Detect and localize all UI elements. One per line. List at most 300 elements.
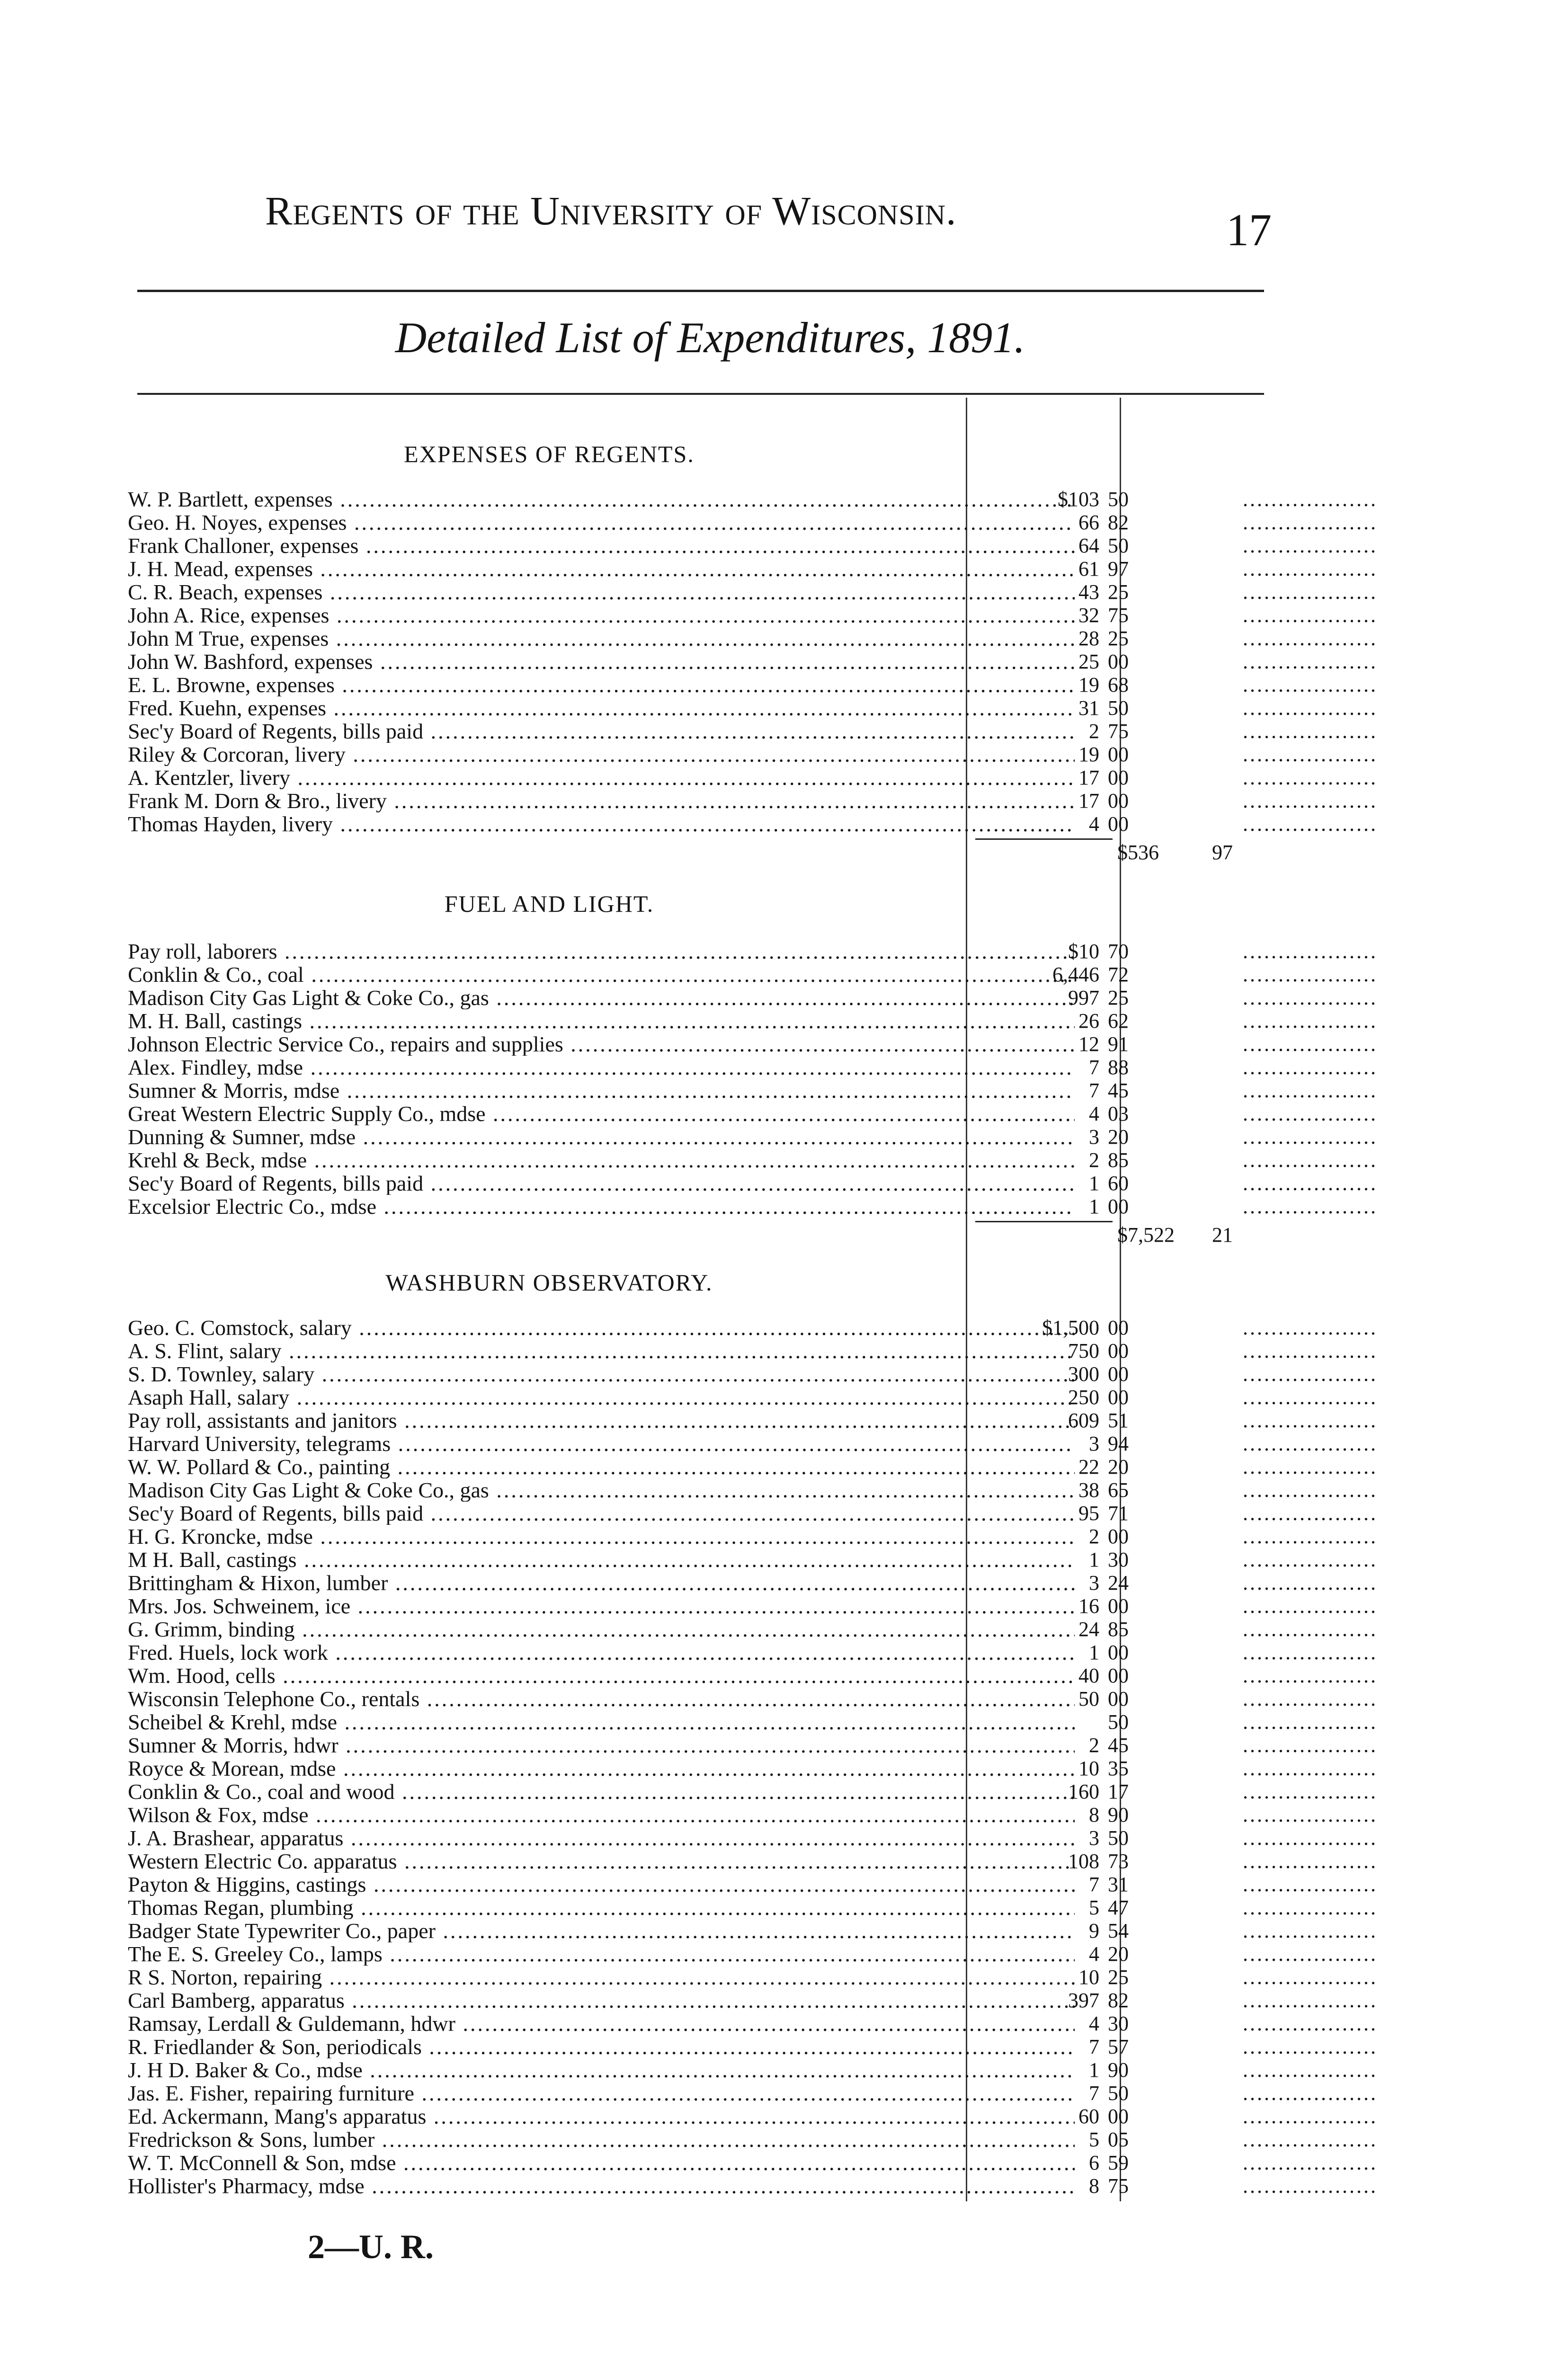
- amount-cents: 00: [1108, 1386, 1129, 1409]
- amount-cents: 00: [1108, 789, 1129, 812]
- amount-dollars: 43: [1078, 580, 1099, 604]
- amount-dollars: 66: [1078, 511, 1099, 534]
- amount-cell: [994, 627, 1231, 650]
- total-column-leader: [1243, 604, 1375, 627]
- amount-cell: [994, 1664, 1231, 1687]
- total-column-leader: [1243, 789, 1375, 812]
- total-dollars: $536: [1117, 841, 1159, 864]
- payee-description: Western Electric Co. apparatus .....: [128, 1850, 1075, 1873]
- amount-cents: 68: [1108, 673, 1129, 696]
- amount-dollars: 10: [1078, 1757, 1099, 1780]
- amount-dollars: 3: [1089, 1432, 1099, 1455]
- amount-cents: 70: [1108, 940, 1129, 963]
- amount-dollars: 108: [1068, 1850, 1099, 1873]
- payee-description: S. D. Townley, salary .....: [128, 1362, 1075, 1386]
- total-column-leader: [1243, 1618, 1375, 1641]
- total-column-leader: [1243, 1032, 1375, 1056]
- amount-cents: 90: [1108, 1803, 1129, 1826]
- total-column-leader: [1243, 511, 1375, 534]
- amount-dollars: 2: [1089, 1734, 1099, 1757]
- amount-dollars: 5: [1089, 1896, 1099, 1919]
- amount-cell: [994, 1009, 1231, 1032]
- payee-description: Excelsior Electric Co., mdse .....: [128, 1195, 1075, 1218]
- amount-dollars: 95: [1078, 1502, 1099, 1525]
- payee-description: Badger State Typewriter Co., paper .....: [128, 1919, 1075, 1942]
- total-column-leader: [1243, 1386, 1375, 1409]
- total-column-leader: [1243, 2128, 1375, 2151]
- amount-cell: [994, 604, 1231, 627]
- total-column-leader: [1243, 2174, 1375, 2198]
- amount-cell: [994, 743, 1231, 766]
- amount-dollars: 50: [1078, 1687, 1099, 1710]
- payee-description: Jas. E. Fisher, repairing furniture .....: [128, 2082, 1075, 2105]
- amount-cents: 94: [1108, 1432, 1129, 1455]
- amount-cents: 31: [1108, 1873, 1129, 1896]
- total-column-leader: [1243, 1125, 1375, 1148]
- amount-cents: 25: [1108, 580, 1129, 604]
- payee-description: M. H. Ball, castings .....: [128, 1009, 1075, 1032]
- amount-cell: [994, 580, 1231, 604]
- amount-cents: 17: [1108, 1780, 1129, 1803]
- amount-cell: [994, 1195, 1231, 1218]
- amount-cents: 59: [1108, 2151, 1129, 2174]
- signature-mark: 2—U. R.: [308, 2228, 434, 2266]
- amount-cell: [994, 557, 1231, 580]
- amount-cell: [994, 1079, 1231, 1102]
- amount-cell: [994, 1172, 1231, 1195]
- amount-cents: 24: [1108, 1571, 1129, 1594]
- amount-cell: [994, 1942, 1231, 1966]
- payee-description: Pay roll, laborers .....: [128, 940, 1075, 963]
- payee-description: Sec'y Board of Regents, bills paid .....: [128, 720, 1075, 743]
- amount-dollars: 7: [1089, 2035, 1099, 2058]
- payee-description: Ed. Ackermann, Mang's apparatus .....: [128, 2105, 1075, 2128]
- amount-cell: [994, 1409, 1231, 1432]
- amount-cents: 00: [1108, 1316, 1129, 1339]
- amount-cents: 20: [1108, 1125, 1129, 1148]
- amount-cell: [994, 1641, 1231, 1664]
- amount-dollars: $10: [1068, 940, 1099, 963]
- amount-cell: [994, 673, 1231, 696]
- amount-dollars: 4: [1089, 1102, 1099, 1125]
- section-heading: FUEL AND LIGHT.: [444, 890, 654, 917]
- amount-dollars: 160: [1068, 1780, 1099, 1803]
- amount-dollars: 997: [1068, 986, 1099, 1009]
- amount-dollars: 12: [1078, 1032, 1099, 1056]
- amount-cents: 85: [1108, 1618, 1129, 1641]
- total-column-leader: [1243, 1826, 1375, 1850]
- amount-cell: [994, 1548, 1231, 1571]
- amount-dollars: 38: [1078, 1478, 1099, 1502]
- amount-dollars: 1: [1089, 1548, 1099, 1571]
- amount-cents: 50: [1108, 696, 1129, 720]
- payee-description: Mrs. Jos. Schweinem, ice .....: [128, 1594, 1075, 1618]
- section-heading: WASHBURN OBSERVATORY.: [385, 1269, 713, 1296]
- payee-description: G. Grimm, binding .....: [128, 1618, 1075, 1641]
- amount-cents: 00: [1108, 812, 1129, 836]
- amount-cents: 75: [1108, 2174, 1129, 2198]
- amount-cell: [994, 650, 1231, 673]
- payee-description: Geo. H. Noyes, expenses .....: [128, 511, 1075, 534]
- amount-dollars: 3: [1089, 1571, 1099, 1594]
- amount-cell: [994, 1056, 1231, 1079]
- total-column-leader: [1243, 1710, 1375, 1734]
- amount-cell: [994, 2174, 1231, 2198]
- amount-dollars: 25: [1078, 650, 1099, 673]
- subtotal-rule: [975, 838, 1113, 840]
- payee-description: Scheibel & Krehl, mdse .....: [128, 1710, 1075, 1734]
- payee-description: Thomas Hayden, livery .....: [128, 812, 1075, 836]
- amount-dollars: 1: [1089, 1172, 1099, 1195]
- payee-description: R. Friedlander & Son, periodicals .....: [128, 2035, 1075, 2058]
- total-column-leader: [1243, 1989, 1375, 2012]
- amount-cell: [994, 1687, 1231, 1710]
- payee-description: Pay roll, assistants and janitors .....: [128, 1409, 1075, 1432]
- total-column-leader: [1243, 488, 1375, 511]
- payee-description: Frank Challoner, expenses .....: [128, 534, 1075, 557]
- amount-cell: [994, 1896, 1231, 1919]
- amount-cents: 57: [1108, 2035, 1129, 2058]
- amount-dollars: 61: [1078, 557, 1099, 580]
- total-column-leader: [1243, 2151, 1375, 2174]
- amount-dollars: 4: [1089, 2012, 1099, 2035]
- total-column-leader: [1243, 1172, 1375, 1195]
- payee-description: John A. Rice, expenses .....: [128, 604, 1075, 627]
- payee-description: Great Western Electric Supply Co., mdse .....: [128, 1102, 1075, 1125]
- payee-description: Wisconsin Telephone Co., rentals .....: [128, 1687, 1075, 1710]
- total-column-leader: [1243, 696, 1375, 720]
- total-column-leader: [1243, 1432, 1375, 1455]
- payee-description: W. P. Bartlett, expenses .....: [128, 488, 1075, 511]
- amount-cell: [994, 2058, 1231, 2082]
- amount-cents: 00: [1108, 766, 1129, 789]
- amount-cents: 05: [1108, 2128, 1129, 2151]
- amount-dollars: 19: [1078, 743, 1099, 766]
- total-column-leader: [1243, 720, 1375, 743]
- amount-cents: 60: [1108, 1172, 1129, 1195]
- total-column-leader: [1243, 1942, 1375, 1966]
- amount-cell: [994, 1502, 1231, 1525]
- total-column-leader: [1243, 1409, 1375, 1432]
- payee-description: Payton & Higgins, castings .....: [128, 1873, 1075, 1896]
- amount-cell: [994, 1432, 1231, 1455]
- amount-cell: [994, 1478, 1231, 1502]
- amount-cents: 50: [1108, 534, 1129, 557]
- amount-cell: [994, 1780, 1231, 1803]
- amount-cents: 20: [1108, 1455, 1129, 1478]
- amount-cell: [994, 1618, 1231, 1641]
- payee-description: Fred. Kuehn, expenses .....: [128, 696, 1075, 720]
- amount-cents: 45: [1108, 1079, 1129, 1102]
- amount-cents: 20: [1108, 1942, 1129, 1966]
- total-column-leader: [1243, 963, 1375, 986]
- total-column-leader: [1243, 1757, 1375, 1780]
- total-column-leader: [1243, 1548, 1375, 1571]
- total-column-leader: [1243, 986, 1375, 1009]
- amount-dollars: 40: [1078, 1664, 1099, 1687]
- amount-cents: 00: [1108, 2105, 1129, 2128]
- amount-cents: 00: [1108, 1339, 1129, 1362]
- amount-cell: [994, 1989, 1231, 2012]
- total-column-leader: [1243, 2105, 1375, 2128]
- amount-cell: [994, 2151, 1231, 2174]
- amount-dollars: 17: [1078, 766, 1099, 789]
- amount-cell: [994, 2035, 1231, 2058]
- payee-description: The E. S. Greeley Co., lamps .....: [128, 1942, 1075, 1966]
- total-column-leader: [1243, 1079, 1375, 1102]
- amount-cents: 73: [1108, 1850, 1129, 1873]
- payee-description: M H. Ball, castings .....: [128, 1548, 1075, 1571]
- amount-cents: 00: [1108, 743, 1129, 766]
- total-column-leader: [1243, 1594, 1375, 1618]
- amount-dollars: 28: [1078, 627, 1099, 650]
- amount-cents: 51: [1108, 1409, 1129, 1432]
- total-column-leader: [1243, 1966, 1375, 1989]
- payee-description: C. R. Beach, expenses .....: [128, 580, 1075, 604]
- total-column-leader: [1243, 1803, 1375, 1826]
- amount-cents: 45: [1108, 1734, 1129, 1757]
- amount-cents: 25: [1108, 986, 1129, 1009]
- amount-cell: [994, 1386, 1231, 1409]
- total-column-leader: [1243, 1873, 1375, 1896]
- payee-description: Brittingham & Hixon, lumber .....: [128, 1571, 1075, 1594]
- amount-cell: [994, 1826, 1231, 1850]
- payee-description: H. G. Kroncke, mdse .....: [128, 1525, 1075, 1548]
- amount-cell: [994, 986, 1231, 1009]
- total-column-leader: [1243, 1664, 1375, 1687]
- amount-dollars: $1,500: [1042, 1316, 1099, 1339]
- amount-dollars: 4: [1089, 1942, 1099, 1966]
- amount-cents: 50: [1108, 488, 1129, 511]
- payee-description: J. H. Mead, expenses .....: [128, 557, 1075, 580]
- payee-description: R S. Norton, repairing .....: [128, 1966, 1075, 1989]
- amount-dollars: 1: [1089, 2058, 1099, 2082]
- amount-cents: 65: [1108, 1478, 1129, 1502]
- amount-dollars: 397: [1068, 1989, 1099, 2012]
- amount-cell: [994, 940, 1231, 963]
- amount-cents: 75: [1108, 604, 1129, 627]
- amount-cell: [994, 2012, 1231, 2035]
- amount-cell: [994, 1734, 1231, 1757]
- total-column-leader: [1243, 2012, 1375, 2035]
- amount-cell: [994, 1032, 1231, 1056]
- amount-cell: [994, 1455, 1231, 1478]
- amount-cents: 50: [1108, 1710, 1129, 1734]
- amount-cents: 97: [1108, 557, 1129, 580]
- amount-cents: 03: [1108, 1102, 1129, 1125]
- payee-description: Sumner & Morris, hdwr .....: [128, 1734, 1075, 1757]
- amount-cents: 72: [1108, 963, 1129, 986]
- amount-cell: [994, 511, 1231, 534]
- total-column-leader: [1243, 1687, 1375, 1710]
- payee-description: A. S. Flint, salary .....: [128, 1339, 1075, 1362]
- amount-dollars: 7: [1089, 1079, 1099, 1102]
- amount-dollars: 8: [1089, 1803, 1099, 1826]
- payee-description: Dunning & Sumner, mdse .....: [128, 1125, 1075, 1148]
- payee-description: Geo. C. Comstock, salary .....: [128, 1316, 1075, 1339]
- amount-cents: 82: [1108, 1989, 1129, 2012]
- amount-cell: [994, 1594, 1231, 1618]
- amount-dollars: 3: [1089, 1826, 1099, 1850]
- amount-dollars: 7: [1089, 2082, 1099, 2105]
- amount-cell: [994, 1525, 1231, 1548]
- amount-cents: 00: [1108, 1664, 1129, 1687]
- top-rule: [137, 290, 1264, 292]
- amount-cents: 82: [1108, 511, 1129, 534]
- amount-cell: [994, 812, 1231, 836]
- amount-dollars: 1: [1089, 1641, 1099, 1664]
- payee-description: John M True, expenses .....: [128, 627, 1075, 650]
- amount-cell: [994, 1102, 1231, 1125]
- total-column-leader: [1243, 2058, 1375, 2082]
- payee-description: Madison City Gas Light & Coke Co., gas .....: [128, 986, 1075, 1009]
- amount-cents: 91: [1108, 1032, 1129, 1056]
- total-column-leader: [1243, 940, 1375, 963]
- amount-cents: 00: [1108, 1641, 1129, 1664]
- total-column-leader: [1243, 650, 1375, 673]
- payee-description: Riley & Corcoran, livery .....: [128, 743, 1075, 766]
- amount-cell: [994, 1710, 1231, 1734]
- amount-cents: 25: [1108, 1966, 1129, 1989]
- payee-description: Wilson & Fox, mdse .....: [128, 1803, 1075, 1826]
- total-column-leader: [1243, 1362, 1375, 1386]
- total-column-leader: [1243, 766, 1375, 789]
- total-column-leader: [1243, 1009, 1375, 1032]
- payee-description: Krehl & Beck, mdse .....: [128, 1148, 1075, 1172]
- amount-cell: [994, 1919, 1231, 1942]
- payee-description: J. A. Brashear, apparatus .....: [128, 1826, 1075, 1850]
- amount-dollars: 22: [1078, 1455, 1099, 1478]
- total-column-leader: [1243, 557, 1375, 580]
- payee-description: W. T. McConnell & Son, mdse .....: [128, 2151, 1075, 2174]
- total-column-leader: [1243, 1339, 1375, 1362]
- payee-description: Thomas Regan, plumbing .....: [128, 1896, 1075, 1919]
- amount-cell: [994, 789, 1231, 812]
- payee-description: Conklin & Co., coal and wood .....: [128, 1780, 1075, 1803]
- page-number: 17: [1226, 205, 1272, 255]
- caption-rule: [137, 393, 1264, 395]
- total-column-leader: [1243, 2035, 1375, 2058]
- amount-cents: 00: [1108, 1687, 1129, 1710]
- amount-cents: 00: [1108, 1594, 1129, 1618]
- total-column-leader: [1243, 1641, 1375, 1664]
- amount-cell: [994, 766, 1231, 789]
- payee-description: J. H D. Baker & Co., mdse .....: [128, 2058, 1075, 2082]
- amount-cents: 50: [1108, 2082, 1129, 2105]
- total-column-leader: [1243, 743, 1375, 766]
- amount-dollars: 10: [1078, 1966, 1099, 1989]
- amount-dollars: 9: [1089, 1919, 1099, 1942]
- total-cents: 97: [1212, 841, 1233, 864]
- amount-dollars: 4: [1089, 812, 1099, 836]
- amount-dollars: 6: [1089, 2151, 1099, 2174]
- amount-cents: 88: [1108, 1056, 1129, 1079]
- amount-cents: 30: [1108, 2012, 1129, 2035]
- running-title: Regents of the University of Wisconsin.: [265, 188, 957, 233]
- total-column-leader: [1243, 1478, 1375, 1502]
- payee-description: Carl Bamberg, apparatus .....: [128, 1989, 1075, 2012]
- amount-dollars: 3: [1089, 1125, 1099, 1148]
- amount-cell: [994, 1803, 1231, 1826]
- amount-cents: 47: [1108, 1896, 1129, 1919]
- total-column-leader: [1243, 580, 1375, 604]
- amount-cents: 85: [1108, 1148, 1129, 1172]
- amount-dollars: 2: [1089, 1525, 1099, 1548]
- amount-cents: 35: [1108, 1757, 1129, 1780]
- payee-description: Asaph Hall, salary .....: [128, 1386, 1075, 1409]
- payee-description: Sec'y Board of Regents, bills paid .....: [128, 1502, 1075, 1525]
- table-caption: Detailed List of Expenditures, 1891.: [395, 313, 1025, 362]
- total-column-leader: [1243, 1056, 1375, 1079]
- total-column-leader: [1243, 1102, 1375, 1125]
- amount-cell: [994, 1362, 1231, 1386]
- total-column-leader: [1243, 534, 1375, 557]
- amount-cents: 00: [1108, 650, 1129, 673]
- payee-description: W. W. Pollard & Co., painting .....: [128, 1455, 1075, 1478]
- amount-cell: [994, 1873, 1231, 1896]
- amount-cell: [994, 1757, 1231, 1780]
- payee-description: E. L. Browne, expenses .....: [128, 673, 1075, 696]
- amount-dollars: 19: [1078, 673, 1099, 696]
- amount-dollars: 60: [1078, 2105, 1099, 2128]
- payee-description: Alex. Findley, mdse .....: [128, 1056, 1075, 1079]
- payee-description: Royce & Morean, mdse .....: [128, 1757, 1075, 1780]
- amount-cell: [994, 1966, 1231, 1989]
- payee-description: Sumner & Morris, mdse .....: [128, 1079, 1075, 1102]
- amount-cell: [994, 1850, 1231, 1873]
- amount-dollars: 24: [1078, 1618, 1099, 1641]
- amount-cell: [994, 1571, 1231, 1594]
- amount-dollars: 6,446: [1052, 963, 1099, 986]
- amount-cents: 25: [1108, 627, 1129, 650]
- amount-cell: [994, 963, 1231, 986]
- amount-cell: [994, 488, 1231, 511]
- total-column-leader: [1243, 1571, 1375, 1594]
- amount-cell: [994, 696, 1231, 720]
- total-column-leader: [1243, 812, 1375, 836]
- total-column-leader: [1243, 1850, 1375, 1873]
- total-cents: 21: [1212, 1223, 1233, 1246]
- total-column-leader: [1243, 1525, 1375, 1548]
- amount-cents: 54: [1108, 1919, 1129, 1942]
- amount-cell: [994, 1148, 1231, 1172]
- amount-dollars: 5: [1089, 2128, 1099, 2151]
- amount-cell: [994, 2105, 1231, 2128]
- amount-dollars: 7: [1089, 1873, 1099, 1896]
- amount-dollars: 2: [1089, 1148, 1099, 1172]
- amount-cents: 62: [1108, 1009, 1129, 1032]
- payee-description: Johnson Electric Service Co., repairs and supplies .....: [128, 1032, 1075, 1056]
- amount-cents: 30: [1108, 1548, 1129, 1571]
- total-column-leader: [1243, 1734, 1375, 1757]
- section-heading: EXPENSES OF REGENTS.: [404, 441, 695, 467]
- payee-description: Fredrickson & Sons, lumber .....: [128, 2128, 1075, 2151]
- amount-dollars: 2: [1089, 720, 1099, 743]
- amount-cell: [994, 2128, 1231, 2151]
- total-column-leader: [1243, 1148, 1375, 1172]
- total-column-leader: [1243, 1919, 1375, 1942]
- section-total: [1117, 1223, 1278, 1247]
- amount-dollars: 1: [1089, 1195, 1099, 1218]
- amount-dollars: 250: [1068, 1386, 1099, 1409]
- amount-cents: 71: [1108, 1502, 1129, 1525]
- amount-cell: [994, 2082, 1231, 2105]
- payee-description: A. Kentzler, livery .....: [128, 766, 1075, 789]
- amount-dollars: 16: [1078, 1594, 1099, 1618]
- amount-cents: 90: [1108, 2058, 1129, 2082]
- amount-cell: [994, 1125, 1231, 1148]
- payee-description: Harvard University, telegrams .....: [128, 1432, 1075, 1455]
